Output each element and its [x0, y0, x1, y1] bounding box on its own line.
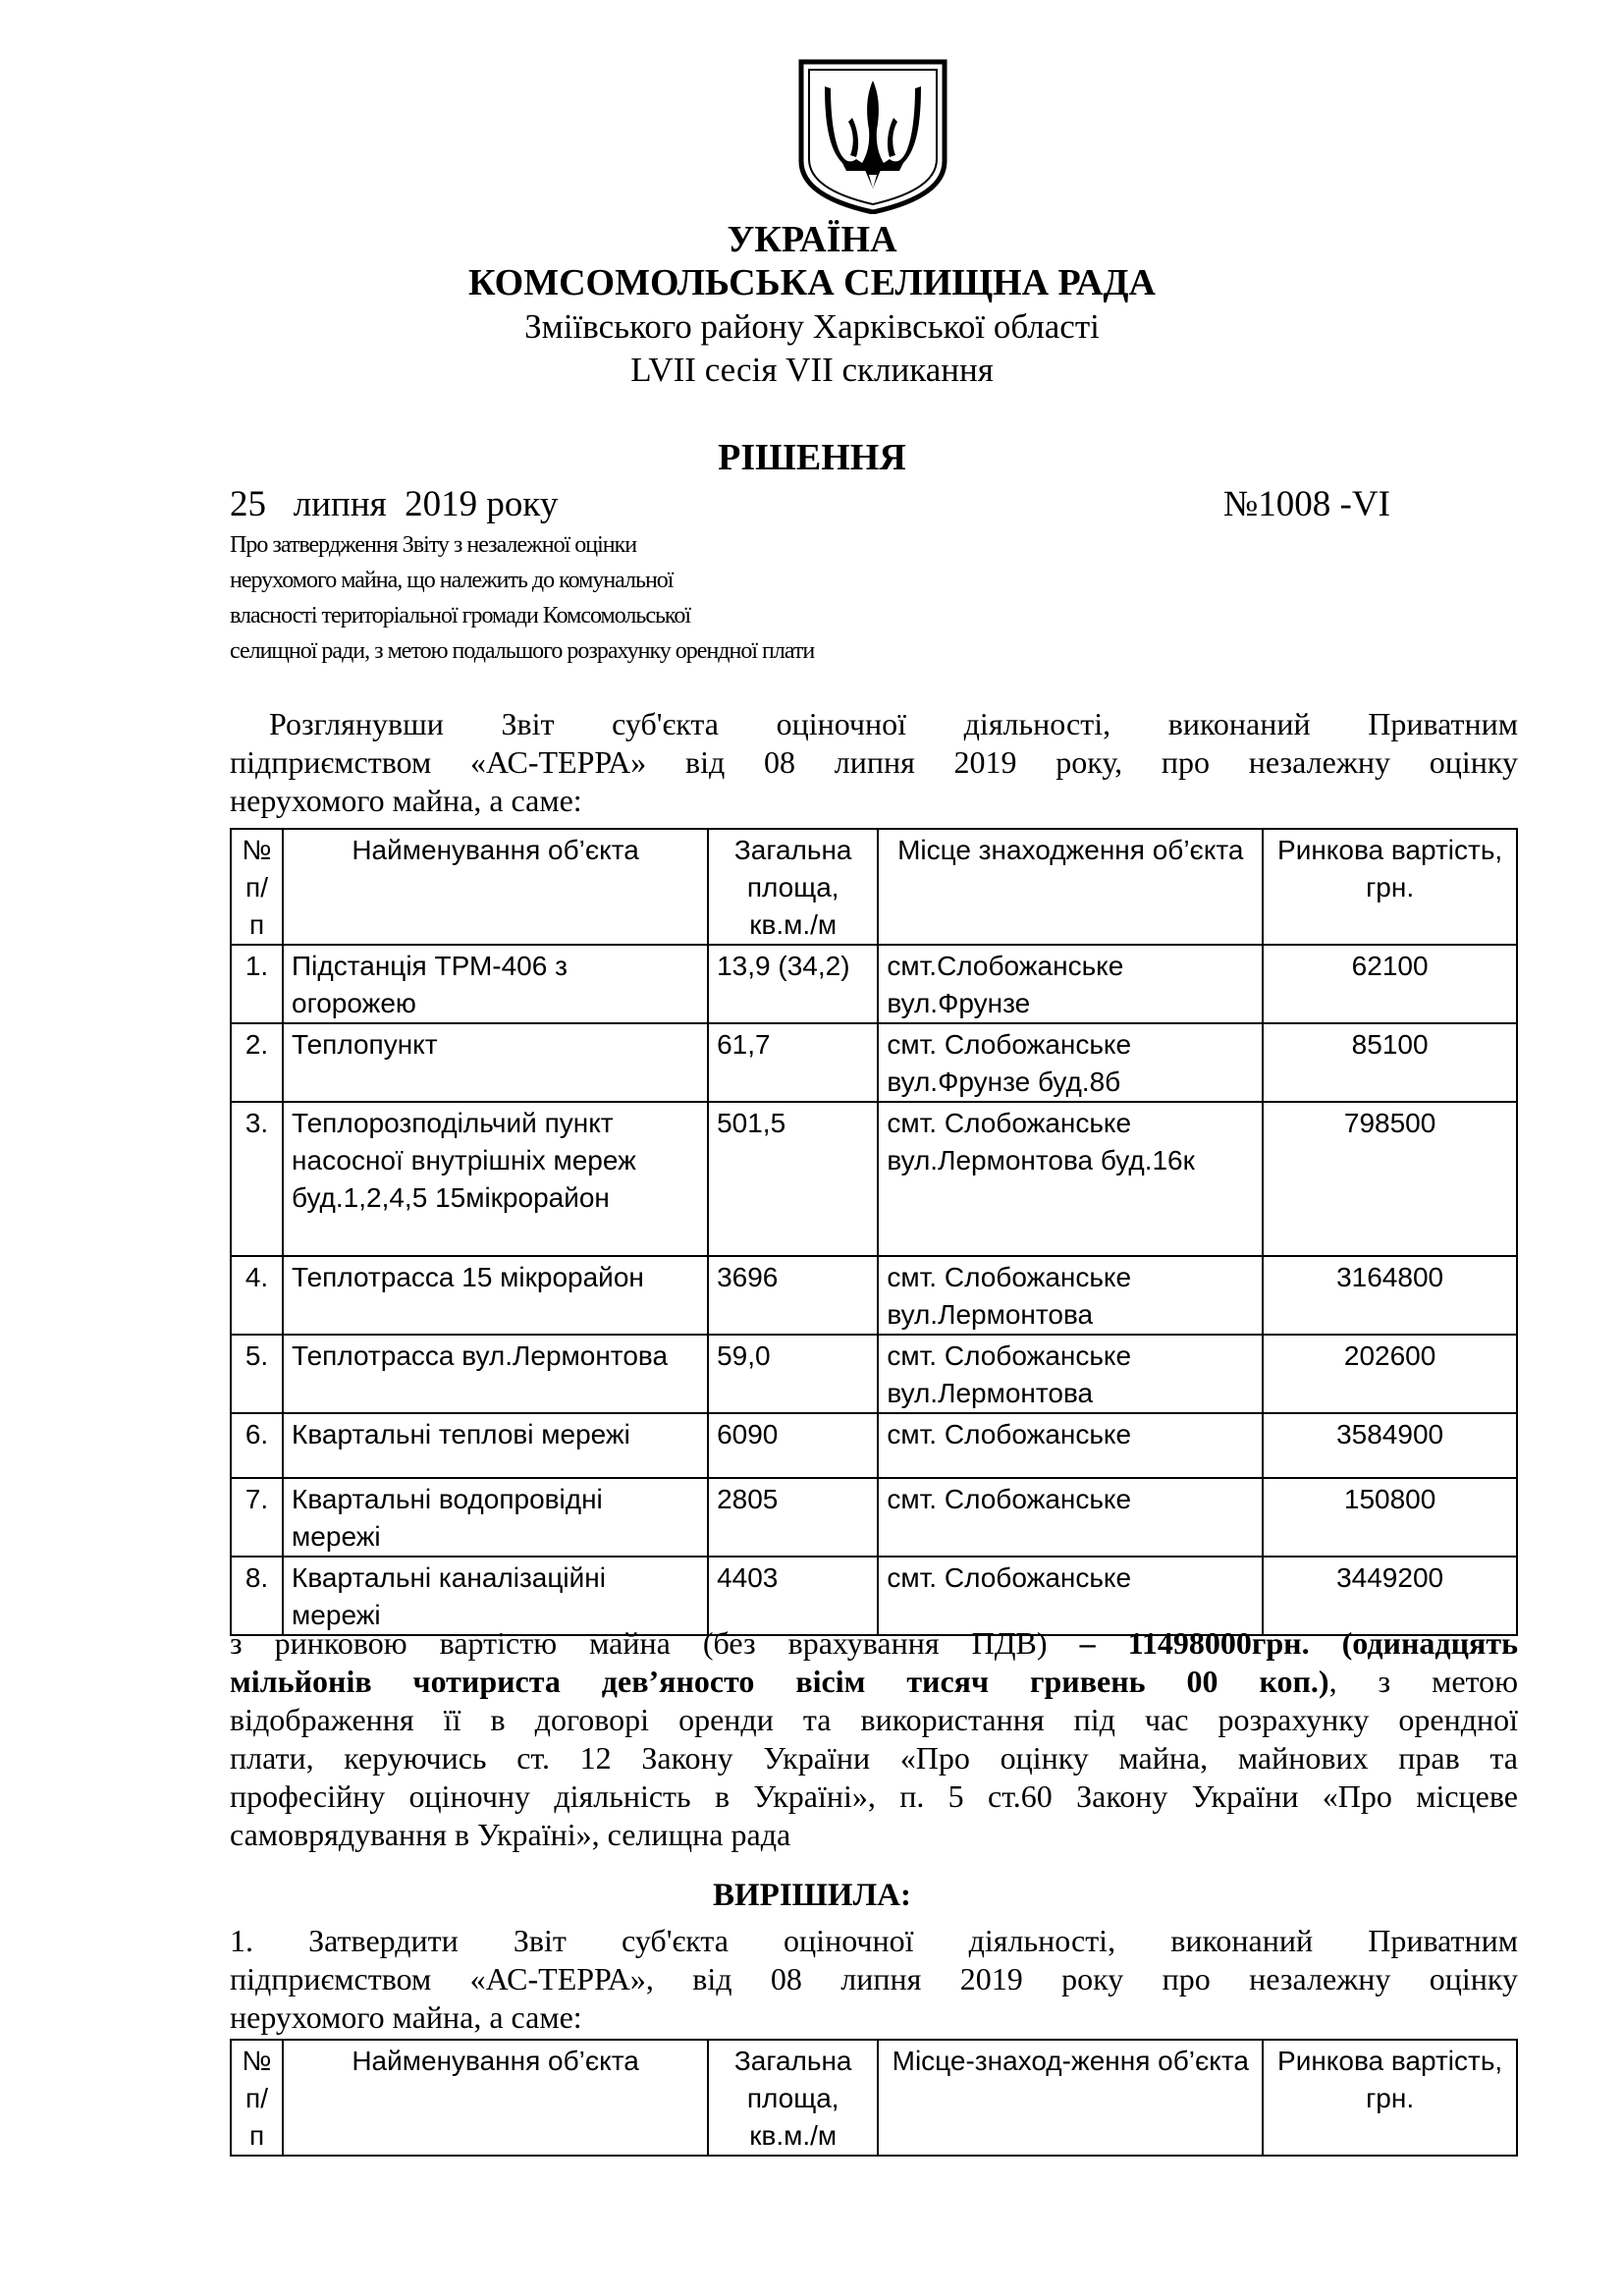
row-location: смт. Слобожанське	[878, 1478, 1263, 1557]
row-area: 2805	[708, 1478, 878, 1557]
decision-date: 25 липня 2019 року	[230, 484, 559, 524]
table-row	[231, 1256, 1517, 1335]
row-price: 202600	[1263, 1335, 1517, 1413]
header-name: Найменування об’єкта	[283, 2040, 708, 2156]
row-area: 59,0	[708, 1335, 878, 1413]
row-name: Квартальні каналізаційні мережі	[283, 1557, 708, 1635]
table-row	[231, 1413, 1517, 1478]
council-title: КОМСОМОЛЬСЬКА СЕЛИЩНА РАДА	[468, 262, 1156, 303]
conclusion-line	[230, 1624, 1518, 1663]
header-price: Ринкова вартість, грн.	[1263, 2040, 1517, 2156]
item1-line: підприємством «АС-ТЕРРА», від 08 липня 2019 року про незалежну оцінку	[230, 1961, 1518, 1996]
conclusion-line	[230, 1663, 1518, 1701]
table-row	[231, 1557, 1517, 1635]
table-row	[231, 1102, 1517, 1256]
table-header-row	[231, 829, 1517, 945]
row-price: 62100	[1263, 945, 1517, 1023]
row-location: смт. Слобожанське вул.Лермонтова буд.16к	[878, 1102, 1263, 1256]
row-num: 7.	[231, 1478, 283, 1557]
item1-line: 1. Затвердити Звіт суб'єкта оціночної діяльності, виконаний Приватним	[230, 1923, 1518, 1958]
row-area: 6090	[708, 1413, 878, 1478]
header-area: Загальна площа, кв.м./м	[708, 829, 878, 945]
row-location: смт.Слобожанське вул.Фрунзе	[878, 945, 1263, 1023]
conclusion-line: відображення її в договорі оренди та використання під час розрахунку орендної	[230, 1702, 1518, 1737]
table-header-row	[231, 2040, 1517, 2156]
subject-line: селищної ради, з метою подальшого розрахунку орендної плати	[230, 638, 815, 664]
document-type-title: РІШЕННЯ	[718, 437, 906, 478]
row-price: 3449200	[1263, 1557, 1517, 1635]
item1-line: нерухомого майна, а саме:	[230, 1999, 582, 2035]
row-name: Квартальні водопровідні мережі	[283, 1478, 708, 1557]
intro-line: нерухомого майна, а саме:	[230, 783, 582, 818]
header-location: Місце знаходження об’єкта	[878, 829, 1263, 945]
row-num: 3.	[231, 1102, 283, 1256]
table-row	[231, 1478, 1517, 1557]
header-num: № п/п	[231, 829, 283, 945]
district-subtitle: Зміївського району Харківської області	[524, 307, 1100, 346]
row-location: смт. Слобожанське	[878, 1413, 1263, 1478]
row-price: 798500	[1263, 1102, 1517, 1256]
decision-subject	[230, 527, 814, 669]
row-name: Квартальні теплові мережі	[283, 1413, 708, 1478]
subject-line: нерухомого майна, що належить до комунальної	[230, 568, 674, 593]
row-price: 85100	[1263, 1023, 1517, 1102]
row-area: 3696	[708, 1256, 878, 1335]
intro-line: Розглянувши Звіт суб'єкта оціночної діяльності, виконаний Приватним	[269, 706, 1518, 741]
conclusion-line: професійну оціночну діяльність в Україні», п. 5 ст.60 Закону України «Про місцеве	[230, 1778, 1518, 1814]
row-location: смт. Слобожанське вул.Лермонтова	[878, 1256, 1263, 1335]
row-name: Теплотрасса 15 мікрорайон	[283, 1256, 708, 1335]
table-row	[231, 945, 1517, 1023]
row-area: 13,9 (34,2)	[708, 945, 878, 1023]
intro-paragraph	[230, 705, 1518, 820]
row-name: Теплопункт	[283, 1023, 708, 1102]
row-price: 3164800	[1263, 1256, 1517, 1335]
conclusion-line: самоврядування в Україні», селищна рада	[230, 1817, 791, 1852]
total-value-text: – 11498000грн. (одинадцять	[1079, 1625, 1519, 1661]
row-num: 6.	[231, 1413, 283, 1478]
table-row	[231, 1023, 1517, 1102]
conclusion-text: , з метою	[1328, 1664, 1519, 1699]
row-name: Теплорозподільчий пункт насосної внутрішніх мереж буд.1,2,4,5 15мікрорайон	[283, 1102, 708, 1256]
conclusion-line: плати, керуючись ст. 12 Закону України «Про оцінку майна, майнових прав та	[230, 1740, 1518, 1776]
session-subtitle: LVII сесія VII скликання	[630, 351, 994, 389]
header-name: Найменування об’єкта	[283, 829, 708, 945]
country-title: УКРАЇНА	[727, 219, 897, 260]
item1-paragraph	[230, 1922, 1518, 2037]
row-num: 5.	[231, 1335, 283, 1413]
conclusion-text: з ринковою вартістю майна (без врахування ПДВ)	[230, 1625, 1080, 1661]
row-area: 61,7	[708, 1023, 878, 1102]
row-location: смт. Слобожанське вул.Фрунзе буд.8б	[878, 1023, 1263, 1102]
subject-line: Про затвердження Звіту з незалежної оцінки	[230, 532, 637, 558]
header-price: Ринкова вартість, грн.	[1263, 829, 1517, 945]
total-value-words: мільйонів чотириста дев’яносто вісім тисяч гривень 00 коп.)	[230, 1664, 1329, 1699]
row-num: 4.	[231, 1256, 283, 1335]
trident-emblem-icon	[797, 59, 948, 214]
row-area: 4403	[708, 1557, 878, 1635]
row-name: Підстанція ТРМ-406 з огорожею	[283, 945, 708, 1023]
row-price: 3584900	[1263, 1413, 1517, 1478]
header-num: № п/п	[231, 2040, 283, 2156]
subject-line: власності територіальної громади Комсомольської	[230, 603, 691, 629]
property-table	[230, 828, 1518, 1636]
table-row	[231, 1335, 1517, 1413]
intro-line: підприємством «АС-ТЕРРА» від 08 липня 2019 року, про незалежну оцінку	[230, 744, 1518, 780]
row-num: 2.	[231, 1023, 283, 1102]
row-price: 150800	[1263, 1478, 1517, 1557]
row-location: смт. Слобожанське вул.Лермонтова	[878, 1335, 1263, 1413]
row-name: Теплотрасса вул.Лермонтова	[283, 1335, 708, 1413]
resolved-heading: ВИРІШИЛА:	[713, 1878, 911, 1913]
header-location: Місце-знаход-ження об’єкта	[878, 2040, 1263, 2156]
decision-number: №1008 -VI	[1223, 484, 1390, 524]
conclusion-paragraph	[230, 1624, 1518, 1854]
header-area: Загальна площа, кв.м./м	[708, 2040, 878, 2156]
row-area: 501,5	[708, 1102, 878, 1256]
row-num: 1.	[231, 945, 283, 1023]
row-location: смт. Слобожанське	[878, 1557, 1263, 1635]
row-num: 8.	[231, 1557, 283, 1635]
property-table-2	[230, 2039, 1518, 2157]
